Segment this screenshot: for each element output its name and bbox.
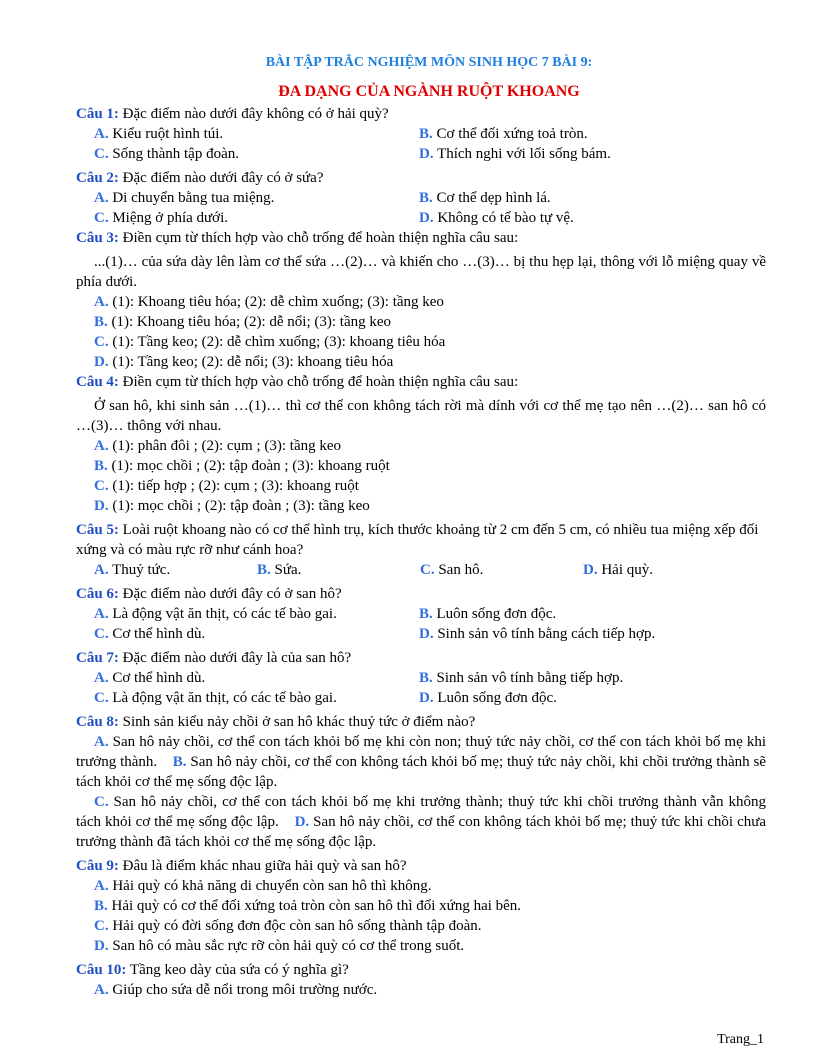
option-a: A. Cơ thể hình dù. [94, 670, 206, 686]
question-text: Sinh sản kiểu nảy chồi ở san hô khác thuỷ tức ở điểm nào? [118, 714, 476, 730]
option-c: C. Là động vật ăn thịt, có các tế bào gai. [94, 690, 337, 706]
doc-title: BÀI TẬP TRẮC NGHIỆM MÔN SINH HỌC 7 BÀI 9: [265, 55, 593, 70]
option-a: A. (1): Khoang tiêu hóa; (2): dễ chìm xuống; (3): tầng keo [94, 294, 444, 310]
option-c: C. (1): Tầng keo; (2): dễ chìm xuống; (3): khoang tiêu hóa [94, 334, 446, 350]
option-a: A. Giúp cho sứa dễ nổi trong môi trường nước. [94, 982, 378, 998]
option-d: D. Hải quỳ. [583, 562, 654, 578]
question-text: Tầng keo dày của sứa có ý nghĩa gì? [126, 962, 349, 978]
options-c-d: C. San hô nảy chồi, cơ thể con tách khỏi bố mẹ khi trưởng thành; thuỷ tức khi chồi trưởng thành vẫn không tách khỏi cơ thể mẹ sống độc lập. D. San hô nảy chồi, cơ thể con không tách khỏi bố mẹ; thuỷ tức khi chồi chưa trưởng thành đã tách khỏi cơ thể mẹ sống độc lập. [76, 794, 767, 850]
question-5 [76, 520, 766, 580]
document-page [76, 54, 766, 1000]
question-text: Điền cụm từ thích hợp vào chỗ trống để hoàn thiện nghĩa câu sau: [118, 374, 519, 390]
option-b: B. Cơ thể đối xứng toả tròn. [419, 126, 588, 142]
question-text: Đâu là điểm khác nhau giữa hải quỳ và san hô? [118, 858, 407, 874]
option-a: A. Thuỷ tức. [94, 562, 171, 578]
option-c: C. Hải quỳ có đời sống đơn độc còn san hô sống thành tập đoàn. [94, 918, 482, 934]
question-2 [76, 168, 766, 228]
option-c: C. Sống thành tập đoàn. [94, 146, 239, 162]
question-10 [76, 960, 766, 1000]
options-a-b: A. San hô nảy chồi, cơ thể con tách khỏi bố mẹ khi còn non; thuỷ tức nảy chồi, cơ thể con tách khỏi bố mẹ khi trưởng thành. B. San hô nảy chồi, cơ thể con không tách khỏi bố mẹ; thuỷ tức nảy chồi, khi chồi trưởng thành sẽ tách khỏi cơ thể mẹ sống độc lập. [76, 734, 766, 790]
option-c: C. San hô. [420, 562, 484, 578]
question-4 [76, 372, 766, 516]
option-d: D. (1): mọc chồi ; (2): tập đoàn ; (3): tầng keo [94, 498, 370, 514]
option-b: B. Luôn sống đơn độc. [419, 606, 557, 622]
option-b: B. Sinh sản vô tính bằng tiếp hợp. [419, 670, 624, 686]
option-b: B. Hải quỳ có cơ thể đối xứng toả tròn còn san hô thì đối xứng hai bên. [94, 898, 522, 914]
question-number: Câu 1: [76, 106, 119, 122]
question-9 [76, 856, 766, 956]
question-number: Câu 7: [76, 650, 119, 666]
question-number: Câu 3: [76, 230, 119, 246]
question-8 [76, 712, 766, 852]
option-d: D. Không có tế bào tự vệ. [419, 210, 574, 226]
option-d: D. Sinh sản vô tính bằng cách tiếp hợp. [419, 626, 656, 642]
option-a: A. (1): phân đôi ; (2): cụm ; (3): tầng keo [94, 438, 342, 454]
option-a: A. Kiểu ruột hình túi. [94, 126, 224, 142]
option-a: A. Là động vật ăn thịt, có các tế bào gai. [94, 606, 337, 622]
question-number: Câu 10: [76, 962, 127, 978]
question-passage: ...(1)… của sứa dày lên làm cơ thể sứa …(2)… và khiến cho …(3)… bị thu hẹp lại, thông với lỗ miệng quay về phía dưới. [76, 254, 766, 290]
question-1 [76, 104, 766, 164]
option-c: C. Miệng ở phía dưới. [94, 210, 228, 226]
question-passage: Ở san hô, khi sinh sản …(1)… thì cơ thể con không tách rời mà dính với cơ thể mẹ tạo nên …(2)… san hô có …(3)… thông với nhau. [76, 398, 766, 434]
page-number: Trang_1 [717, 1032, 764, 1047]
question-text: Đặc điểm nào dưới đây không có ở hải quỳ? [118, 106, 389, 122]
option-b: B. Sứa. [257, 562, 302, 578]
question-number: Câu 2: [76, 170, 119, 186]
option-d: D. San hô có màu sắc rực rỡ còn hải quỳ có cơ thể trong suốt. [94, 938, 465, 954]
option-b: B. (1): mọc chồi ; (2): tập đoàn ; (3): khoang ruột [94, 458, 390, 474]
doc-subtitle: ĐA DẠNG CỦA NGÀNH RUỘT KHOANG [278, 83, 580, 100]
option-d: D. (1): Tầng keo; (2): dễ nổi; (3): khoang tiêu hóa [94, 354, 394, 370]
question-number: Câu 5: [76, 522, 119, 538]
option-c: C. Cơ thể hình dù. [94, 626, 206, 642]
question-7 [76, 648, 766, 708]
question-text: Điền cụm từ thích hợp vào chỗ trống để hoàn thiện nghĩa câu sau: [118, 230, 519, 246]
question-text: Đặc điểm nào dưới đây là của san hô? [118, 650, 352, 666]
question-number: Câu 9: [76, 858, 119, 874]
option-c: C. (1): tiếp hợp ; (2): cụm ; (3): khoang ruột [94, 478, 359, 494]
question-text: Đặc điểm nào dưới đây có ở san hô? [118, 586, 342, 602]
question-text: Đặc điểm nào dưới đây có ở sứa? [118, 170, 324, 186]
question-3 [76, 228, 766, 372]
question-number: Câu 8: [76, 714, 119, 730]
question-number: Câu 4: [76, 374, 119, 390]
option-a: A. Hải quỳ có khả năng di chuyển còn san hô thì không. [94, 878, 432, 894]
option-a: A. Di chuyển bằng tua miệng. [94, 190, 275, 206]
option-d: D. Luôn sống đơn độc. [419, 690, 557, 706]
question-text: Loài ruột khoang nào có cơ thể hình trụ, kích thước khoảng từ 2 cm đến 5 cm, có nhiều tua miệng xếp đối xứng và có màu rực rỡ như cánh hoa? [76, 522, 759, 558]
option-d: D. Thích nghi với lối sống bám. [419, 146, 611, 162]
question-6 [76, 584, 766, 644]
option-b: B. Cơ thể dẹp hình lá. [419, 190, 551, 206]
option-b: B. (1): Khoang tiêu hóa; (2): dễ nổi; (3): tầng keo [94, 314, 392, 330]
question-number: Câu 6: [76, 586, 119, 602]
